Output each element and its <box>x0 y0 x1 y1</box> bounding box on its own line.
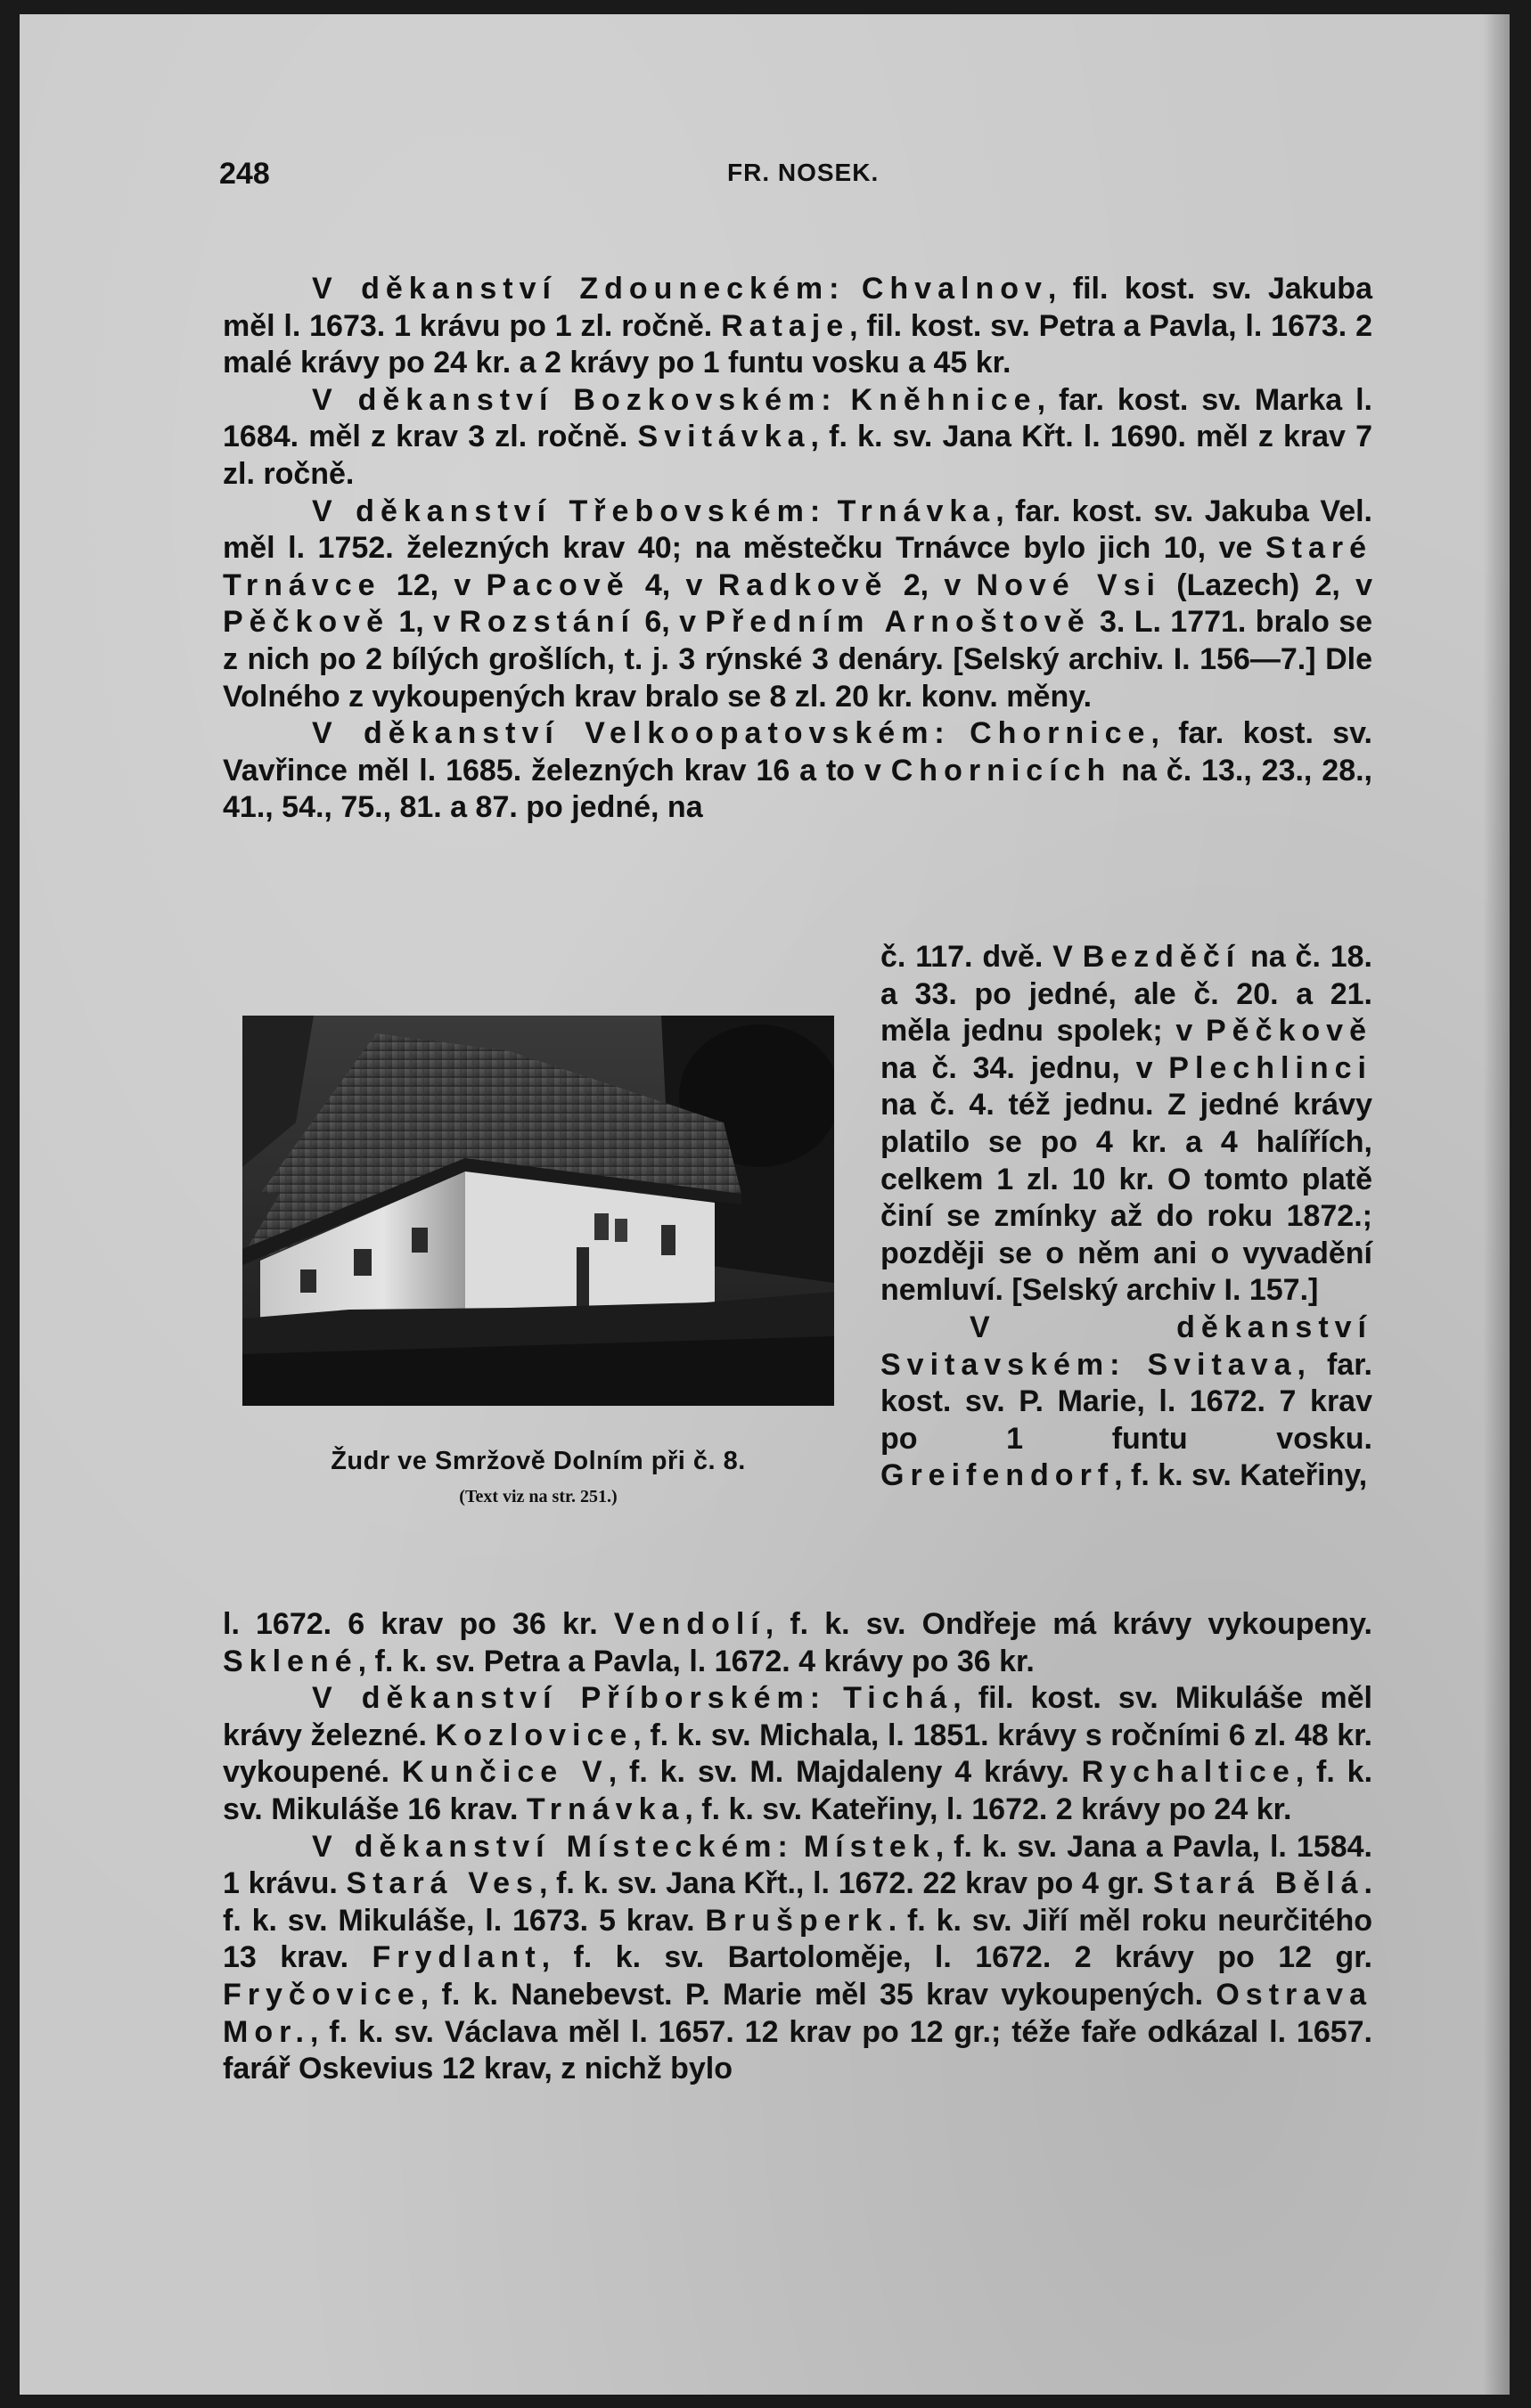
spaced-term: Stará Ves <box>346 1866 539 1901</box>
spaced-term: Rataje <box>721 308 850 343</box>
spaced-term: Fryčovice <box>223 1977 421 2012</box>
text-run: , f. k. sv. Kateřiny, l. 1672. 2 krávy po 24 kr. <box>684 1792 1292 1826</box>
spaced-term: Stará Bělá <box>1152 1866 1364 1901</box>
text-run: 2, v <box>888 567 977 602</box>
text-run <box>838 383 851 417</box>
spaced-term: Předním Arnoštově <box>705 605 1091 640</box>
text-block-top <box>223 271 1372 827</box>
paragraph <box>223 494 1372 716</box>
text-run: , far. kost. sv. Marka l. 1684. měl z krav 3 zl. ročně. <box>223 382 1372 454</box>
paragraph <box>223 382 1372 494</box>
spaced-term: Sklené <box>223 1644 358 1678</box>
text-run: , far. kost. sv. Vavřince měl l. 1685. železných krav 16 a to v <box>223 716 1372 788</box>
figure <box>242 1016 834 1507</box>
text-run <box>1126 1348 1147 1382</box>
spaced-term: Chvalnov <box>861 272 1048 306</box>
text-run: . f. k. sv. Jiří měl roku neurčitého 13 krav. <box>223 1903 1372 1975</box>
page-edge-shadow <box>1483 14 1510 2395</box>
spaced-term: Svitávka <box>637 420 811 454</box>
text-run: , f. k. sv. Jana Křt. l. 1690. měl z krav 7 zl. ročně. <box>223 420 1372 491</box>
text-run: na č. 34. jednu, v <box>880 1050 1169 1085</box>
text-run: , fil. kost. sv. Mikuláše měl krávy železné. <box>223 1681 1372 1752</box>
spaced-term: Nové Vsi <box>976 567 1161 602</box>
page-number: 248 <box>219 157 270 191</box>
paragraph <box>223 715 1372 827</box>
paragraph <box>223 1829 1372 2088</box>
text-run: 6, v <box>635 605 706 640</box>
spaced-term: Vendolí <box>613 1607 766 1641</box>
paragraph <box>223 1606 1372 1680</box>
text-run <box>826 1681 843 1715</box>
spaced-term: V děkanství Zdouneckém: <box>312 272 846 306</box>
text-run: , fil. kost. sv. Jakuba měl l. 1673. 1 krávu po 1 zl. ročně. <box>223 272 1372 343</box>
book-page <box>20 14 1510 2395</box>
text-run: na č. 4. též jednu. Z jedné krávy platilo se po 4 kr. a 4 halířích, celkem 1 zl. 10 kr. O tomto platě činí se zmínky až do roku 1872.; později se o něm ani o vyvadění nemluví. [Selský archiv I. 157.] <box>880 1088 1372 1308</box>
figure-subcaption: (Text viz na str. 251.) <box>459 1487 618 1506</box>
spaced-term: V děkanství Bozkovském: <box>312 382 838 417</box>
text-run: , f. k. sv. Mikuláše 16 krav. <box>223 1755 1373 1826</box>
text-run: l. 1672. 6 krav po 36 kr. <box>223 1607 614 1641</box>
spaced-term: Bezděčí <box>1082 940 1241 974</box>
text-block-bottom <box>223 1606 1372 2088</box>
text-run: 1, v <box>389 605 460 640</box>
running-head: FR. NOSEK. <box>727 159 880 186</box>
spaced-term: Pacově <box>486 567 630 602</box>
text-run <box>826 494 838 528</box>
text-run: , far. kost. sv. P. Marie, l. 1672. 7 krav po 1 funtu vosku. <box>880 1347 1372 1456</box>
figure-caption: Žudr ve Smržově Dolním při č. 8. <box>331 1447 746 1475</box>
spaced-term: Chornice <box>970 716 1151 751</box>
spaced-term: Rozstání <box>459 605 636 640</box>
spaced-term: Trnávka <box>837 494 996 528</box>
text-run: , f. k. sv. Václava měl l. 1657. 12 krav po 12 gr.; téže faře odkázal l. 1657. farář Oskevius 12 krav, z nichž bylo <box>223 2014 1372 2086</box>
spaced-term: Plechlinci <box>1168 1050 1372 1085</box>
page-header <box>219 157 1369 201</box>
spaced-term: Chornicích <box>890 753 1112 788</box>
text-run: (Lazech) 2, v <box>1161 567 1372 602</box>
spaced-term: Frydlant <box>372 1940 542 1975</box>
spaced-term: Tichá <box>843 1681 954 1716</box>
spaced-term: V děkanství Příborském: <box>312 1681 827 1716</box>
spaced-term: Trnávka <box>526 1792 685 1826</box>
text-run: 12, v <box>381 567 487 602</box>
text-run: 3. L. 1771. bralo se z nich po 2 bílých grošlích, t. j. 3 rýnské 3 denáry. [Selský archiv. I. 156—7.] Dle Volného z vykoupených krav bralo se 8 zl. 20 kr. konv. měny. <box>223 605 1373 714</box>
spaced-term: Staré Trnávce <box>223 531 1372 602</box>
text-run: . f. k. sv. Mikuláše, l. 1673. 5 krav. <box>223 1866 1372 1938</box>
text-run: č. 117. dvě. V <box>880 940 1083 974</box>
spaced-term: V děkanství Třebovském: <box>312 494 827 528</box>
text-run: , f. k. sv. Michala, l. 1851. krávy s ročními 6 zl. 48 kr. vykoupené. <box>223 1718 1372 1790</box>
paragraph <box>880 1310 1372 1495</box>
spaced-term: Ostrava Mor. <box>223 1977 1372 2049</box>
text-run <box>845 272 861 306</box>
paragraph <box>223 271 1372 382</box>
spaced-term: Radkově <box>717 567 888 602</box>
text-run: , f. k. sv. Bartoloměje, l. 1672. 2 krávy po 12 gr. <box>541 1940 1373 1975</box>
text-run: , fil. kost. sv. Petra a Pavla, l. 1673. 2 malé krávy po 24 kr. a 2 krávy po 1 funtu vosku a 45 kr. <box>223 308 1372 380</box>
spaced-term: Kozlovice <box>435 1718 634 1752</box>
spaced-term: Kněhnice <box>850 382 1037 417</box>
spaced-term: Pěčkově <box>1206 1014 1372 1049</box>
spaced-term: V děkanství Velkoopatovském: <box>312 716 951 751</box>
spaced-term: Brušperk <box>705 1903 888 1938</box>
paragraph <box>880 939 1372 1310</box>
photo-zudr-house <box>242 1016 834 1406</box>
text-run: , f. k. sv. Jana a Pavla, l. 1584. 1 krávu. <box>223 1829 1372 1901</box>
spaced-term: V děkanství Místeckém: <box>312 1829 794 1864</box>
paragraph <box>223 1680 1372 1828</box>
text-run <box>794 1830 804 1864</box>
text-run: , f. k. Nanebevst. P. Marie měl 35 krav vykoupených. <box>420 1977 1216 2012</box>
text-run: , f. k. sv. Ondřeje má krávy vykoupeny. <box>765 1607 1372 1641</box>
spaced-term: V děkanství Svitavském: <box>880 1310 1372 1382</box>
spaced-term: Pěčkově <box>223 605 389 640</box>
text-block-right-column <box>880 939 1372 1495</box>
text-run: na č. 18. a 33. po jedné, ale č. 20. a 21. měla jednu spolek; v <box>880 940 1372 1049</box>
spaced-term: Svitava <box>1147 1347 1298 1382</box>
text-run: , f. k. sv. Kateřiny, <box>1114 1458 1368 1493</box>
text-run: , f. k. sv. Petra a Pavla, l. 1672. 4 krávy po 36 kr. <box>357 1644 1035 1678</box>
text-run: , f. k. sv. Jana Křt., l. 1672. 22 krav po 4 gr. <box>538 1866 1153 1901</box>
text-run: , far. kost. sv. Jakuba Vel. měl l. 1752. železných krav 40; na městečku Trnávce bylo jich 10, ve <box>223 494 1372 566</box>
spaced-term: Greifendorf <box>880 1458 1115 1493</box>
text-run: 4, v <box>629 567 718 602</box>
spaced-term: Rychaltice <box>1081 1755 1296 1790</box>
spaced-term: Kunčice V <box>401 1755 609 1790</box>
text-run <box>951 716 970 750</box>
spaced-term: Místek <box>803 1829 936 1864</box>
text-run: na č. 13., 23., 28., 41., 54., 75., 81. a 87. po jedné, na <box>223 753 1372 825</box>
text-run: , f. k. sv. M. Majdaleny 4 krávy. <box>608 1755 1082 1790</box>
